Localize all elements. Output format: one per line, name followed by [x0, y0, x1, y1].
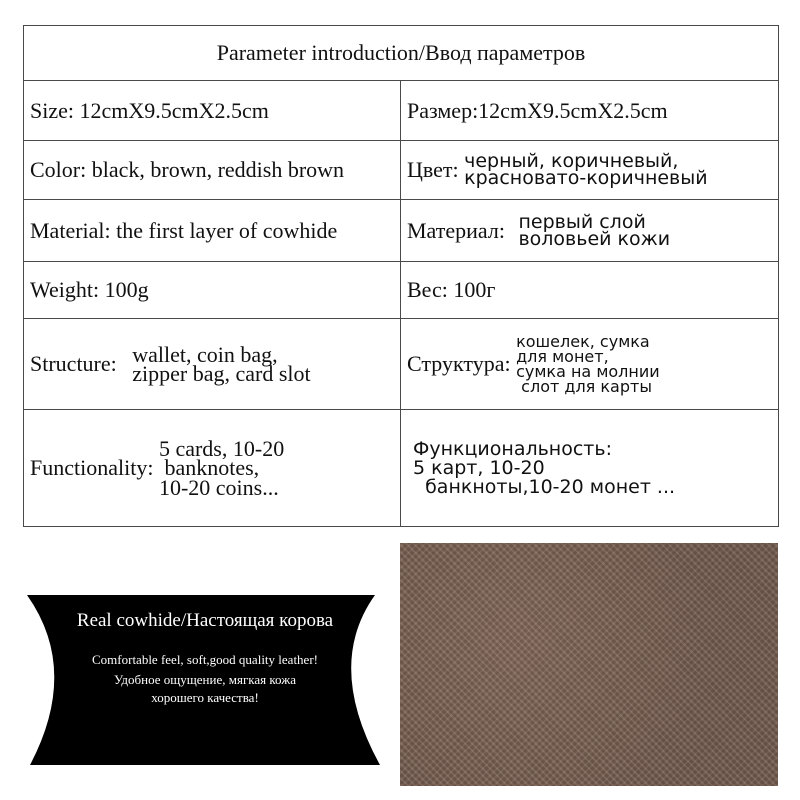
- material-ru-line2: воловьей кожи: [518, 227, 671, 250]
- table-title: Parameter introduction/Ввод параметров: [24, 26, 779, 81]
- material-ru-value: [518, 210, 671, 250]
- structure-ru-value: [516, 331, 660, 397]
- banner-line-1: Comfortable feel, soft,good quality leather!: [92, 652, 318, 667]
- color-ru-line2: красновато-коричневый: [464, 167, 708, 189]
- color-ru: [401, 141, 779, 200]
- weight-ru: Вес: 100г: [401, 262, 779, 319]
- structure-en: [24, 319, 401, 410]
- structure-ru-line1: кошелек, сумка: [516, 331, 650, 351]
- structure-en-value: [132, 341, 311, 386]
- structure-en-label: Structure:: [30, 351, 117, 376]
- color-en: Color: black, brown, reddish brown: [24, 141, 401, 200]
- functionality-en-line3: 10-20 coins...: [158, 474, 279, 500]
- functionality-ru-value: [413, 437, 676, 498]
- color-ru-label: Цвет:: [407, 157, 459, 182]
- banner-line-3: хорошего качества!: [151, 690, 259, 705]
- structure-ru-line3: сумка на молнии: [516, 362, 660, 381]
- color-ru-value: [464, 150, 708, 189]
- functionality-ru-line2: 5 карт, 10-20: [413, 456, 545, 479]
- structure-en-line2: zipper bag, card slot: [132, 361, 311, 386]
- parameter-table: [23, 25, 779, 527]
- weight-en: Weight: 100g: [24, 262, 401, 319]
- material-ru-line1: первый слой: [518, 210, 646, 233]
- functionality-ru-line3: банкноты,10-20 монет ...: [425, 475, 676, 498]
- structure-ru-label: Структура:: [407, 351, 511, 376]
- banner-title: Real cowhide/Настоящая корова: [76, 610, 334, 631]
- functionality-en-line2: banknotes,: [164, 455, 260, 481]
- color-ru-line1: черный, коричневый,: [464, 150, 679, 173]
- functionality-en-label: Functionality:: [30, 455, 154, 480]
- leather-texture-image: [400, 543, 778, 786]
- cowhide-banner: [25, 560, 385, 790]
- material-en: Material: the first layer of cowhide: [24, 200, 401, 262]
- structure-ru-line2: для монет,: [516, 346, 609, 366]
- structure-ru-line4: слот для карты: [521, 377, 652, 397]
- structure-en-line1: wallet, coin bag,: [132, 341, 278, 367]
- functionality-en-line1: 5 cards, 10-20: [158, 435, 285, 461]
- size-ru: Размер:12cmX9.5cmX2.5cm: [401, 81, 779, 141]
- functionality-ru: [401, 410, 779, 527]
- material-ru: [401, 200, 779, 262]
- material-ru-label: Материал:: [407, 217, 505, 243]
- banner-line-2: Удобное ощущение, мягкая кожа: [114, 672, 296, 687]
- structure-ru: [401, 319, 779, 410]
- functionality-en: [24, 410, 401, 527]
- functionality-en-value: [158, 435, 285, 500]
- functionality-ru-line1: Функциональность:: [413, 437, 612, 460]
- size-en: Size: 12cmX9.5cmX2.5cm: [24, 81, 401, 141]
